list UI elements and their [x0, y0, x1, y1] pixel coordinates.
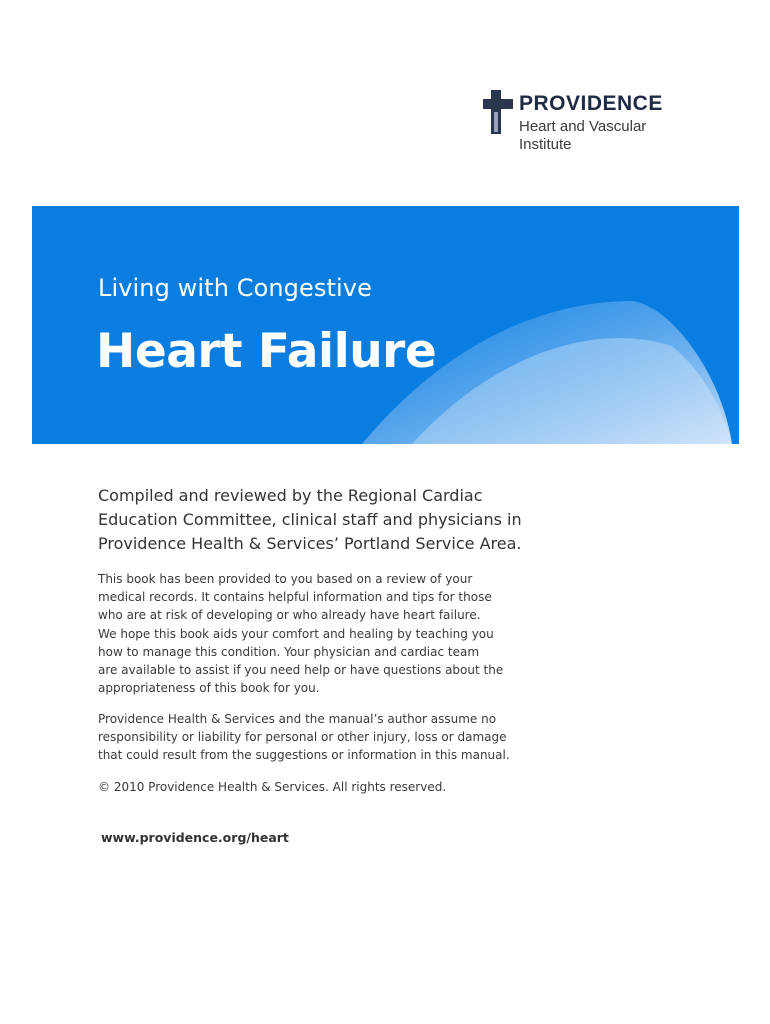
paragraph-line: We hope this book aids your comfort and healing by teaching you	[98, 626, 494, 641]
logo-brand: PROVIDENCE	[519, 92, 663, 115]
paragraph-line: how to manage this condition. Your physician and cardiac team	[98, 644, 480, 659]
paragraph-line: who are at risk of developing or who already have heart failure.	[98, 608, 481, 623]
paragraph-line: responsibility or liability for personal or other injury, loss or damage	[98, 730, 507, 745]
disclaimer-paragraph	[98, 710, 578, 765]
website-link[interactable]: www.providence.org/heart	[101, 830, 289, 845]
copyright-notice	[98, 778, 578, 796]
paragraph-line: This book has been provided to you based on a review of your	[98, 572, 473, 586]
cross-icon	[483, 90, 523, 134]
logo-subtitle-line1: Heart and Vascular	[519, 118, 647, 135]
lead-line: Providence Health & Services’ Portland Service Area.	[98, 534, 522, 553]
logo-subtitle-line2: Institute	[519, 136, 572, 153]
banner-subtitle: Living with Congestive	[98, 274, 372, 302]
paragraph-line: are available to assist if you need help or have questions about the	[98, 663, 504, 678]
lead-paragraph	[98, 484, 598, 556]
title-banner	[32, 206, 739, 444]
paragraph-line: appropriateness of this book for you.	[98, 681, 320, 696]
paragraph-line: medical records. It contains helpful information and tips for those	[98, 590, 492, 605]
lead-line: Compiled and reviewed by the Regional Cardiac	[98, 486, 483, 505]
paragraph-line: Providence Health & Services and the manual’s author assume no	[98, 712, 497, 726]
intro-paragraph	[98, 570, 578, 697]
lead-line: Education Committee, clinical staff and physicians in	[98, 510, 522, 529]
paragraph-line: that could result from the suggestions or information in this manual.	[98, 748, 510, 763]
providence-logo	[483, 90, 683, 160]
banner-title: Heart Failure	[96, 324, 437, 379]
copyright-text: © 2010 Providence Health & Services. All rights reserved.	[98, 780, 447, 794]
